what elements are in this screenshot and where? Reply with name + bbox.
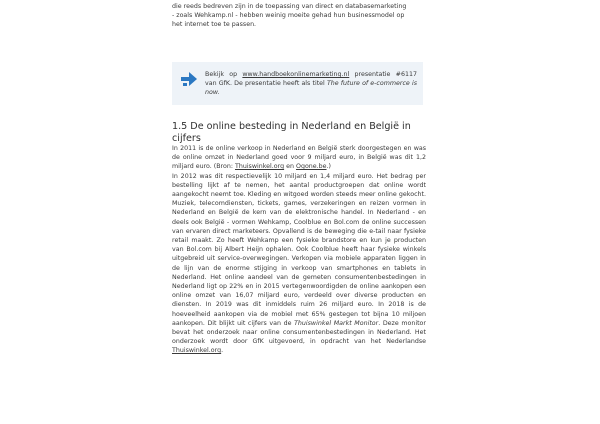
thuiswinkel-link[interactable]: Thuiswinkel.org [234, 163, 285, 171]
paragraph-2011 [172, 144, 426, 172]
p1-text-b: en [284, 163, 296, 171]
section-heading: 1.5 De online besteding in Nederland en België in cijfers [172, 121, 411, 144]
paragraph-2012 [172, 172, 426, 356]
body-text [172, 144, 426, 356]
p1-text-c: .) [326, 163, 331, 171]
intro-line-2: - zoals Wehkamp.nl - hebben weinig moeite gehad hun businessmodel op [172, 12, 405, 20]
p1-text-a: In 2011 is de online verkoop in Nederland en België sterk doorgestegen en was de online omzet in Nederland goed voor 9 miljard euro, in België was dit 1,2 miljard euro. (Bron: [172, 145, 426, 171]
callout-pre-link: Bekijk op [205, 71, 243, 78]
callout-post-link: presentatie #6117 van GfK. De presentatie heeft als titel [205, 71, 417, 88]
callout-presentation-title: The future of e-commerce is now. [205, 80, 417, 97]
intro-line-3: het internet toe te passen. [172, 21, 257, 29]
callout-text [205, 70, 417, 98]
callout-box [172, 62, 423, 105]
intro-line-1: die reeds bedreven zijn in de toepassing van direct en databasemarketing [172, 3, 407, 10]
p2-text-b: . Deze monitor bevat het onderzoek naar online consumentenbestedingen in Nederland. Het onderzoek wordt door GfK uitgevoerd, in opdracht van het Nederlandse [172, 319, 426, 346]
arrow-right-icon [180, 70, 198, 88]
intro-paragraph [172, 2, 426, 30]
markt-monitor-title: Thuiswinkel Markt Monitor [294, 319, 379, 327]
ogone-link[interactable]: Ogone.be [295, 163, 327, 171]
thuiswinkel-link-2[interactable]: Thuiswinkel.org [172, 347, 222, 355]
p2-text-c: . [221, 347, 224, 355]
p2-text-a: In 2012 was dit respectievelijk 10 miljard en 1,4 miljard euro. Het bedrag per bestelling lijkt af te nemen, het aantal productgroepen dat online wordt aangekocht neemt toe. Kleding en witgoed worden steeds meer online gekocht. Muziek, telecomdiensten, tickets, games, verzekeringen en reizen vormen in Nederland en België de kern van de elektronische handel. In Nederland - en deels ook België - vormen Wehkamp, Coolblue en Bol.com de online successen van ervaren direct marketeers. Opvallend is de beweging die e-tail naar fysieke retail maakt. Zo heeft Wehkamp een fysieke brandstore en kun je producten van Bol.com bij Albert Heijn ophalen. Ook Coolblue heeft haar fysieke winkels uitgebreid uit service-overwegingen. Verkopen via mobiele apparaten liggen in de lijn van de enorme stijging in verkoop van smartphones en tablets in Nederland. Het online aandeel van de gemeten consumentenbestedingen in Nederland ligt op 22% en in 2015 vertegenwoordigden de online aankopen een online omzet van 16,07 miljard euro, verdeeld over diverse producten en diensten. In 2019 was dit inmiddels ruim 26 miljard euro. In 2018 is de hoeveelheid aankopen via de mobiel met 65% gestegen tot bijna 10 miljoen aankopen. Dit blijkt uit cijfers van de [172, 172, 426, 327]
callout-link[interactable]: www.handboekonlinemarketing.nl [242, 71, 350, 78]
